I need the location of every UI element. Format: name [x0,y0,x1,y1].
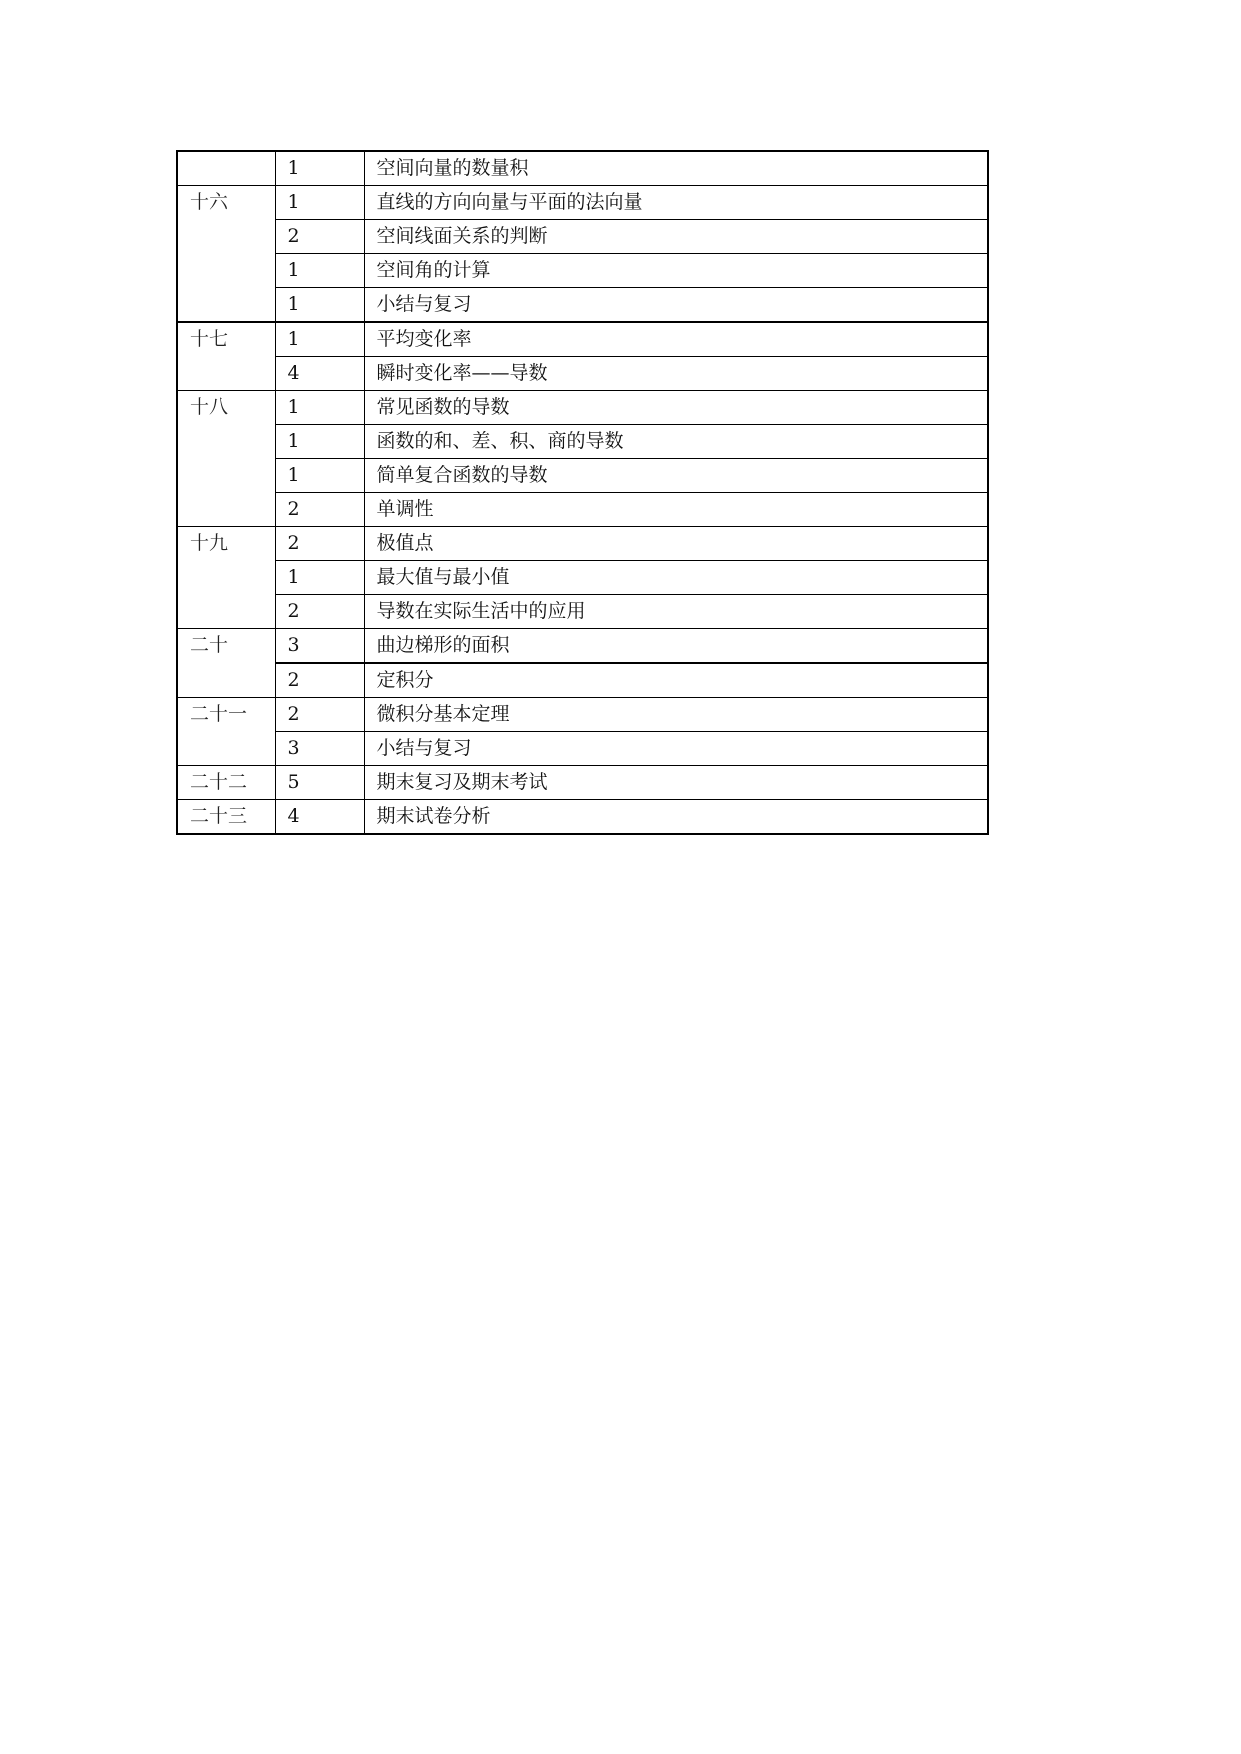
table-row [177,391,988,425]
topic-cell: 小结与复习 [364,732,988,766]
table-row [177,766,988,800]
week-cell [177,151,275,186]
table-row [177,254,988,288]
table-row [177,800,988,835]
week-cell: 二十 [177,629,275,698]
topic-cell: 微积分基本定理 [364,698,988,732]
hours-cell: 1 [275,322,364,357]
hours-cell: 1 [275,425,364,459]
hours-cell: 1 [275,391,364,425]
table-row [177,493,988,527]
hours-cell: 2 [275,698,364,732]
week-cell: 二十三 [177,800,275,835]
hours-cell: 5 [275,766,364,800]
hours-cell: 2 [275,595,364,629]
topic-cell: 空间线面关系的判断 [364,220,988,254]
week-cell: 十七 [177,322,275,391]
table-row [177,663,988,698]
week-cell: 二十二 [177,766,275,800]
hours-cell: 2 [275,663,364,698]
topic-cell: 定积分 [364,663,988,698]
topic-cell: 小结与复习 [364,288,988,323]
week-cell: 十八 [177,391,275,527]
hours-cell: 1 [275,288,364,323]
topic-cell: 期末复习及期末考试 [364,766,988,800]
topic-cell: 直线的方向向量与平面的法向量 [364,186,988,220]
topic-cell: 简单复合函数的导数 [364,459,988,493]
topic-cell: 极值点 [364,527,988,561]
hours-cell: 1 [275,186,364,220]
week-cell: 十六 [177,186,275,323]
topic-cell: 函数的和、差、积、商的导数 [364,425,988,459]
hours-cell: 4 [275,800,364,835]
hours-cell: 1 [275,561,364,595]
week-cell: 十九 [177,527,275,629]
topic-cell: 空间角的计算 [364,254,988,288]
hours-cell: 1 [275,459,364,493]
topic-cell: 瞬时变化率——导数 [364,357,988,391]
hours-cell: 4 [275,357,364,391]
topic-cell: 常见函数的导数 [364,391,988,425]
hours-cell: 2 [275,493,364,527]
hours-cell: 3 [275,629,364,664]
hours-cell: 2 [275,527,364,561]
table-row [177,425,988,459]
topic-cell: 空间向量的数量积 [364,151,988,186]
table-row [177,527,988,561]
topic-cell: 导数在实际生活中的应用 [364,595,988,629]
table-row [177,220,988,254]
topic-cell: 单调性 [364,493,988,527]
topic-cell: 期末试卷分析 [364,800,988,835]
table-row [177,151,988,186]
hours-cell: 1 [275,254,364,288]
topic-cell: 最大值与最小值 [364,561,988,595]
topic-cell: 平均变化率 [364,322,988,357]
table-row [177,595,988,629]
table-row [177,459,988,493]
table-row [177,288,988,323]
topic-cell: 曲边梯形的面积 [364,629,988,664]
teaching-schedule-table [176,150,989,835]
table-row [177,186,988,220]
hours-cell: 2 [275,220,364,254]
table-row [177,561,988,595]
table-row [177,322,988,357]
table-row [177,629,988,664]
hours-cell: 3 [275,732,364,766]
hours-cell: 1 [275,151,364,186]
week-cell: 二十一 [177,698,275,766]
table-row [177,698,988,732]
table-row [177,732,988,766]
table-row [177,357,988,391]
